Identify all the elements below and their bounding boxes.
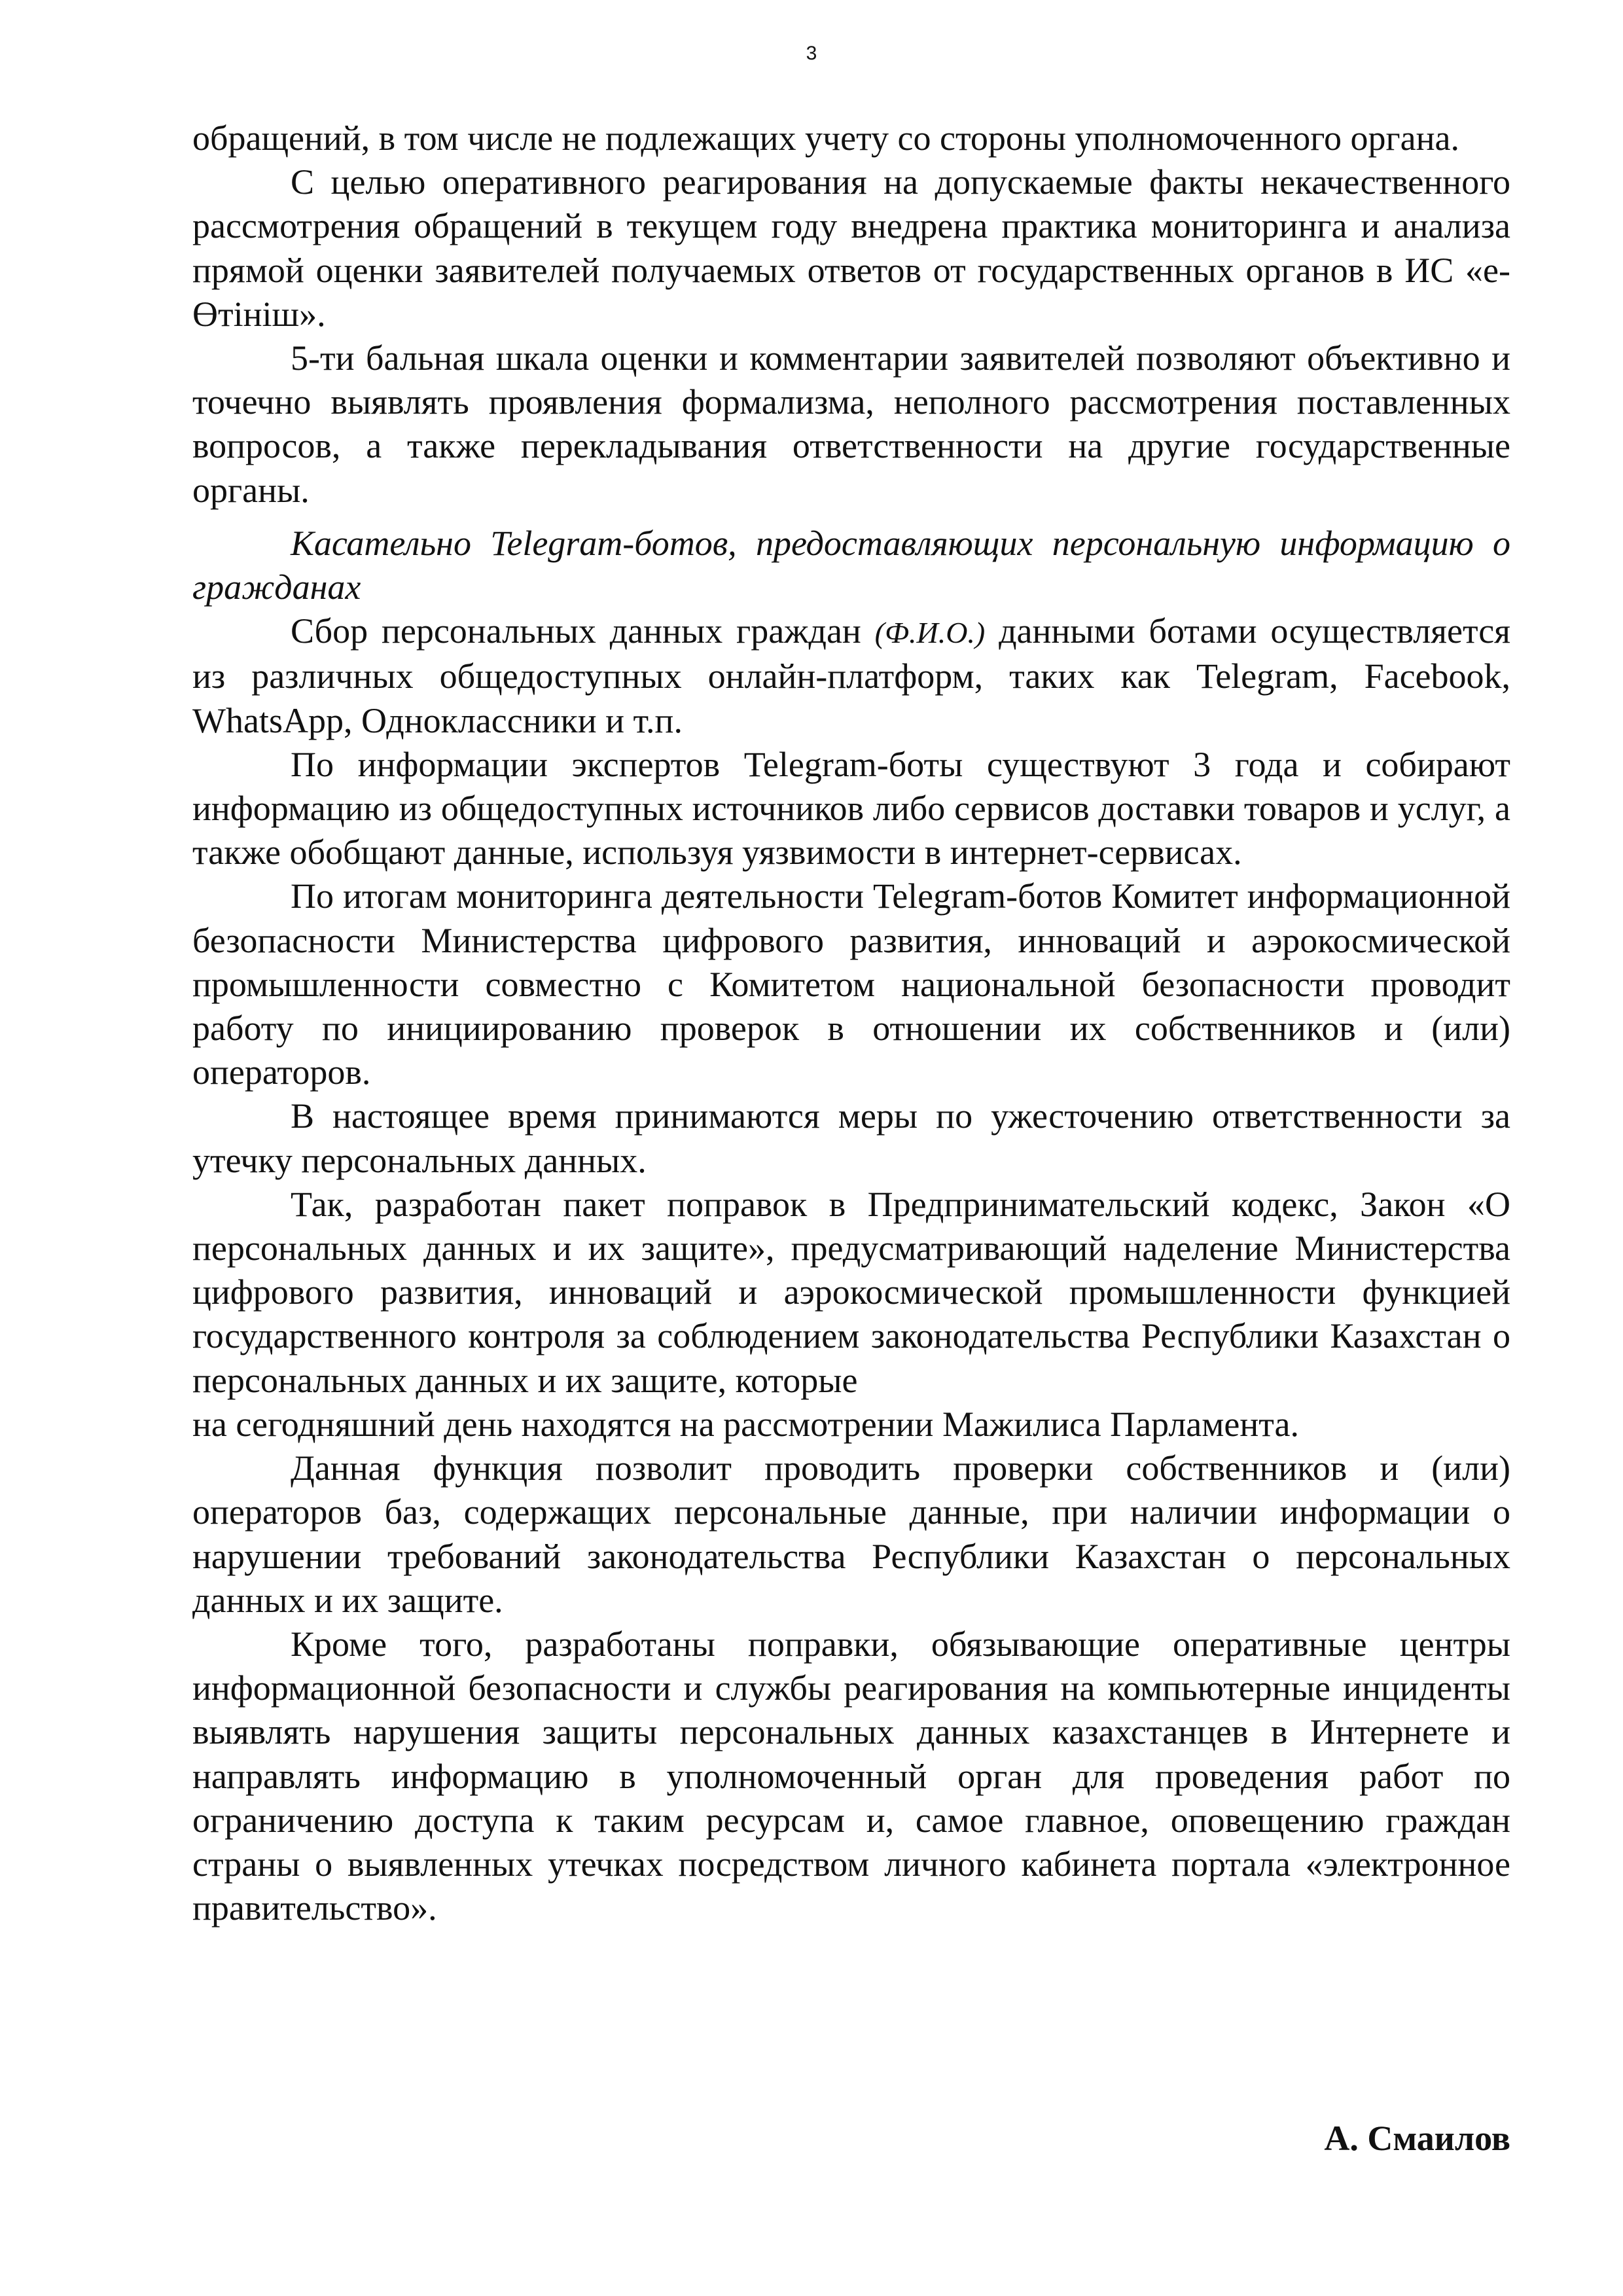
paragraph-monitoring-results: По итогам мониторинга деятельности Telegram-ботов Комитет информационной безопасности Министерства цифрового развития, инноваций и аэрокосмической промышленности совместно с Комитетом национальной безопасности проводит работу по инициированию проверок в отношении их собственников и (или) операторов. <box>192 876 1510 1092</box>
data-collection-rest: данными ботами осуществляется из различных общедоступных онлайн-платформ, таких как Telegram, Facebook, WhatsApp, Одноклассники и т.п. <box>192 611 1511 740</box>
paragraph-data-collection <box>192 609 1510 743</box>
document-body <box>192 117 1510 1930</box>
section-heading-telegram-bots: Касательно Telegram-ботов, предоставляющих персональную информацию о гражданах <box>192 523 1510 607</box>
paragraph-expert-info: По информации экспертов Telegram-боты существуют 3 года и собирают информацию из общедоступных источников либо сервисов доставки товаров и услуг, а также обобщают данные, используя уязвимости в интернет-сервисах. <box>192 744 1510 872</box>
paragraph-inspection-function: Данная функция позволит проводить проверки собственников и (или) операторов баз, содержащих персональные данные, при наличии информации о нарушении требований законодательства Республики Казахстан о персональных данных и их защите. <box>192 1448 1510 1620</box>
data-collection-lead: Сбор персональных данных граждан <box>291 611 861 651</box>
paragraph-liability-measures: В настоящее время принимаются меры по ужесточению ответственности за утечку персональных данных. <box>192 1096 1510 1180</box>
page-number: 3 <box>806 43 817 64</box>
paragraph-additional-amendments: Кроме того, разработаны поправки, обязывающие оперативные центры информационной безопасности и службы реагирования на компьютерные инциденты выявлять нарушения защиты персональных данных казахстанцев в Интернете и направлять информацию в уполномоченный орган для проведения работ по ограничению доступа к таким ресурсам и, самое главное, оповещению граждан страны о выявленных утечках посредством личного кабинета портала «электронное правительство». <box>192 1624 1510 1928</box>
paragraph-mazhilis: на сегодняшний день находятся на рассмотрении Мажилиса Парламента. <box>192 1404 1300 1444</box>
signature: А. Смаилов <box>1324 2119 1510 2158</box>
fio-note: (Ф.И.О.) <box>874 616 986 650</box>
paragraph-rating-scale: 5-ти бальная шкала оценки и комментарии заявителей позволяют объективно и точечно выявлять проявления формализма, неполного рассмотрения поставленных вопросов, а также перекладывания ответственности на другие государственные органы. <box>192 338 1510 510</box>
paragraph-continuation: обращений, в том числе не подлежащих учету со стороны уполномоченного органа. <box>192 118 1460 158</box>
paragraph-monitoring-practice: С целью оперативного реагирования на допускаемые факты некачественного рассмотрения обращений в текущем году внедрена практика мониторинга и анализа прямой оценки заявителей получаемых ответов от государственных органов в ИС «е-Өтініш». <box>192 162 1510 334</box>
paragraph-amendments-package: Так, разработан пакет поправок в Предпринимательский кодекс, Закон «О персональных данных и их защите», предусматривающий наделение Министерства цифрового развития, инноваций и аэрокосмической промышленности функцией государственного контроля за соблюдением законодательства Республики Казахстан о персональных данных и их защите, которые <box>192 1184 1510 1400</box>
